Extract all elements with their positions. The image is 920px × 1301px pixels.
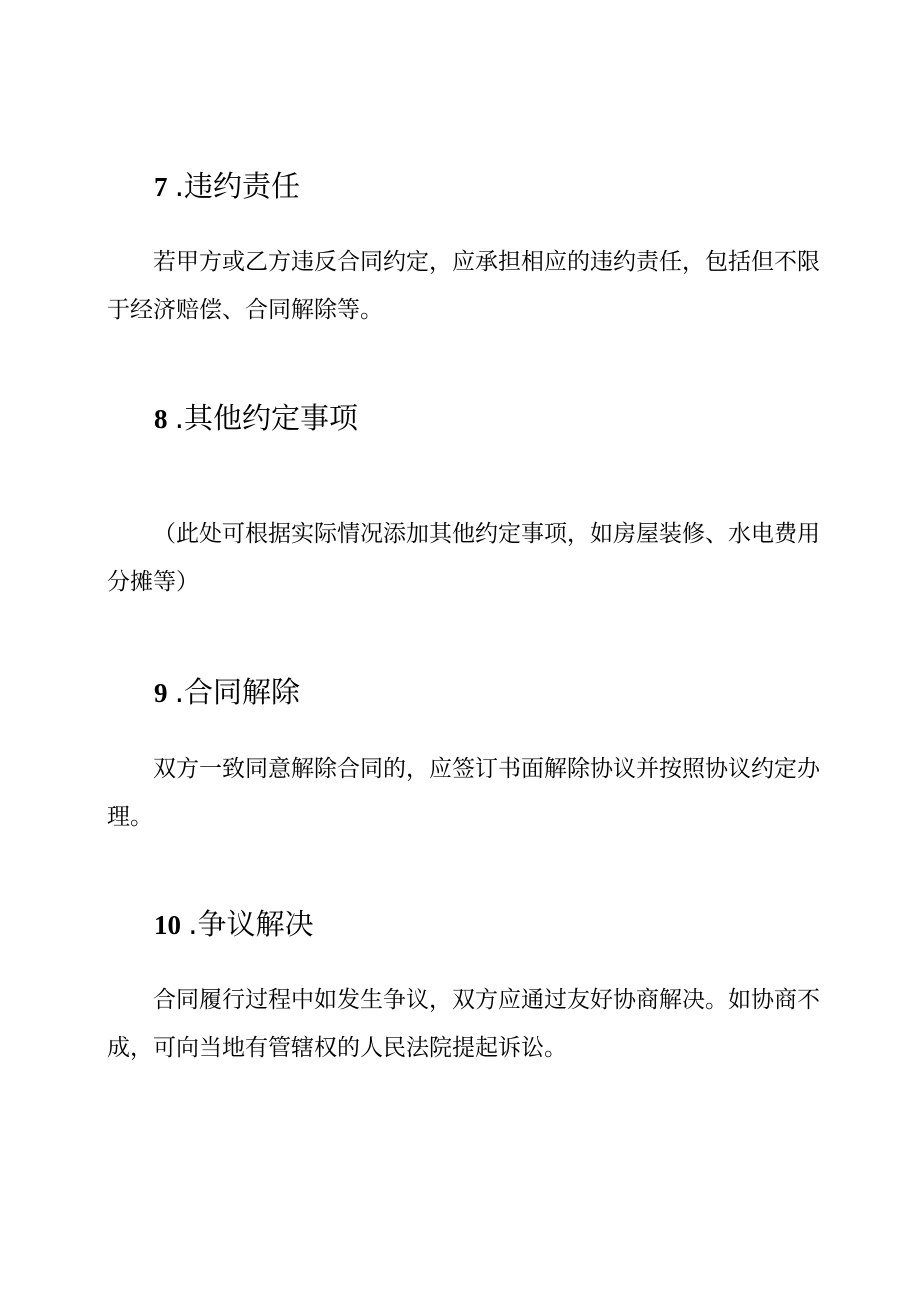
section-number: 9 <box>154 678 168 708</box>
section-heading-7 <box>154 166 300 206</box>
section-title: .合同解除 <box>174 675 300 709</box>
section-heading-9 <box>154 672 300 712</box>
section-title: .争议解决 <box>188 907 314 941</box>
section-number: 8 <box>154 404 168 434</box>
section-body-7: 若甲方或乙方违反合同约定，应承担相应的违约责任，包括但不限于经济赔偿、合同解除等。 <box>107 249 820 323</box>
section-body-8: （此处可根据实际情况添加其他约定事项，如房屋装修、水电费用分摊等） <box>107 521 820 595</box>
section-title: .违约责任 <box>174 169 300 203</box>
section-heading-10 <box>154 904 313 944</box>
section-title: .其他约定事项 <box>174 401 358 435</box>
section-number: 7 <box>154 172 168 202</box>
section-body-9: 双方一致同意解除合同的，应签订书面解除协议并按照协议约定办理。 <box>107 756 820 830</box>
section-heading-8 <box>154 398 358 438</box>
section-body-10: 合同履行过程中如发生争议，双方应通过友好协商解决。如协商不成，可向当地有管辖权的人民法院提起诉讼。 <box>107 987 820 1061</box>
section-number: 10 <box>154 910 181 940</box>
